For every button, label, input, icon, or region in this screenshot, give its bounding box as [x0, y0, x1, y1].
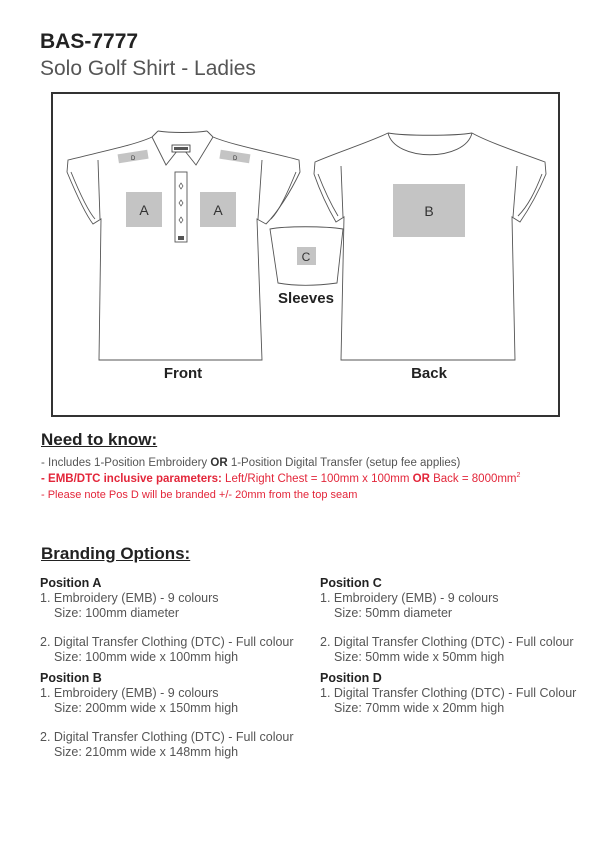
note-2-heading: - EMB/DTC inclusive parameters: [41, 472, 222, 485]
position-c-block [320, 576, 605, 716]
position-c-option-2: 2. Digital Transfer Clothing (DTC) - Full colour [320, 635, 574, 649]
note-line-2 [41, 472, 520, 485]
note-2-text-d: Back = 8000mm [429, 472, 517, 485]
position-a-option-1-size: Size: 100mm diameter [54, 606, 180, 620]
back-label: Back [411, 365, 447, 382]
back-shirt-outline [314, 133, 546, 360]
product-name: Solo Golf Shirt - Ladies [40, 57, 256, 80]
note-1-text-a: - Includes 1-Position Embroidery [41, 457, 211, 469]
position-b-option-1-size: Size: 200mm wide x 150mm high [54, 701, 239, 715]
position-a-block [40, 576, 310, 760]
neck-label-icon [172, 145, 190, 152]
position-d-title: Position D [320, 671, 382, 685]
note-line-3: - Please note Pos D will be branded +/- 20mm from the top seam [41, 489, 358, 501]
need-to-know-heading: Need to know: [41, 430, 158, 449]
position-d-option-1-size: Size: 70mm wide x 20mm high [334, 701, 505, 715]
front-shirt-outline [67, 131, 300, 360]
note-line-1 [41, 457, 460, 469]
note-2-or: OR [412, 472, 430, 485]
placket [175, 172, 187, 242]
note-1-text-c: 1-Position Digital Transfer (setup fee applies) [227, 457, 461, 469]
zone-c-label: C [301, 250, 311, 264]
zone-a-right-label: A [213, 202, 223, 218]
front-label: Front [163, 365, 203, 382]
zone-d-left-label: D [131, 156, 136, 162]
position-a-option-2-size: Size: 100mm wide x 100mm high [54, 650, 239, 664]
position-b-option-1: 1. Embroidery (EMB) - 9 colours [40, 686, 219, 700]
position-a-title: Position A [40, 576, 102, 590]
note-1-or: OR [210, 457, 228, 469]
position-c-title: Position C [320, 576, 382, 590]
position-a-option-1: 1. Embroidery (EMB) - 9 colours [40, 591, 219, 605]
position-b-option-2-size: Size: 210mm wide x 148mm high [54, 745, 239, 759]
position-b-title: Position B [40, 671, 102, 685]
note-2-sup: 2 [516, 472, 521, 479]
position-d-option-1: 1. Digital Transfer Clothing (DTC) - Full Colour [320, 686, 577, 700]
position-c-option-1-size: Size: 50mm diameter [334, 606, 453, 620]
sleeves-label: Sleeves [278, 290, 334, 307]
position-c-option-1: 1. Embroidery (EMB) - 9 colours [320, 591, 499, 605]
position-b-option-2: 2. Digital Transfer Clothing (DTC) - Full colour [40, 730, 294, 744]
zone-a-left-label: A [139, 202, 149, 218]
note-2-text-b: Left/Right Chest = 100mm x 100mm [221, 472, 413, 485]
branding-options-heading: Branding Options: [41, 544, 191, 563]
zone-b-label: B [424, 203, 434, 219]
position-c-option-2-size: Size: 50mm wide x 50mm high [334, 650, 505, 664]
zone-d-right-label: D [233, 156, 238, 162]
product-code: BAS-7777 [40, 30, 139, 53]
position-a-option-2: 2. Digital Transfer Clothing (DTC) - Full colour [40, 635, 294, 649]
